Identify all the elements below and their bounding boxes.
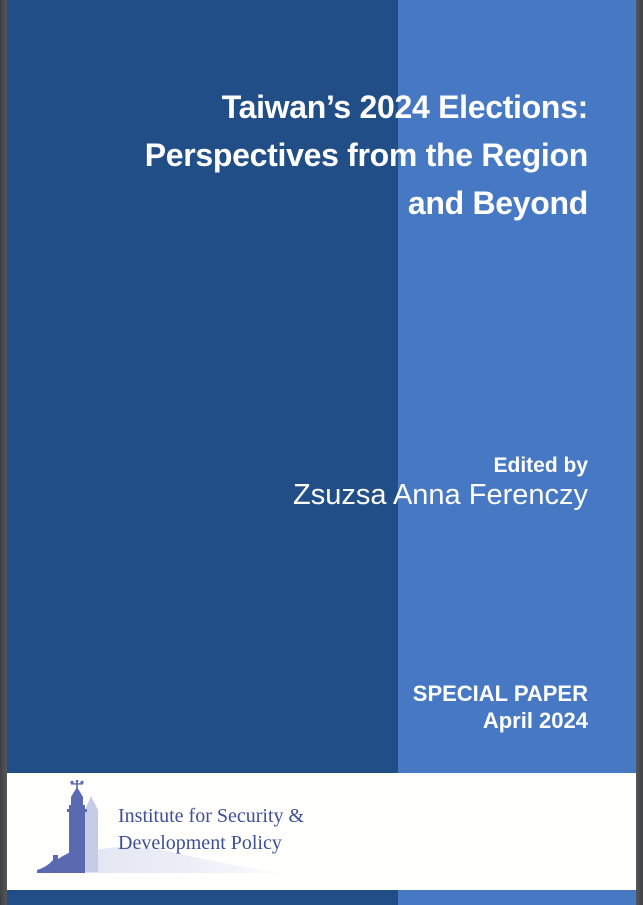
title-line-1: Taiwan’s 2024 Elections: (221, 89, 588, 125)
publisher-name-line-2: Development Policy (118, 832, 282, 854)
light-blue-column (398, 890, 636, 905)
page-left-edge (0, 0, 7, 905)
editor-name: Zsuzsa Anna Ferenczy (293, 479, 588, 511)
paper-info-block (413, 680, 588, 734)
dark-blue-column (7, 890, 398, 905)
editor-block (293, 452, 588, 511)
title-line-3: and Beyond (407, 185, 588, 221)
publisher-band (7, 773, 636, 890)
page-right-edge (636, 0, 643, 905)
publisher-name (118, 803, 304, 857)
title-line-2: Perspectives from the Region (144, 137, 588, 173)
paper-type: SPECIAL PAPER (412, 681, 588, 706)
edited-by-label: Edited by (493, 454, 588, 477)
bottom-blue-strip (7, 890, 636, 905)
paper-date: April 2024 (482, 708, 588, 733)
publisher-name-line-1: Institute for Security & (118, 805, 305, 827)
page-title (145, 83, 588, 227)
